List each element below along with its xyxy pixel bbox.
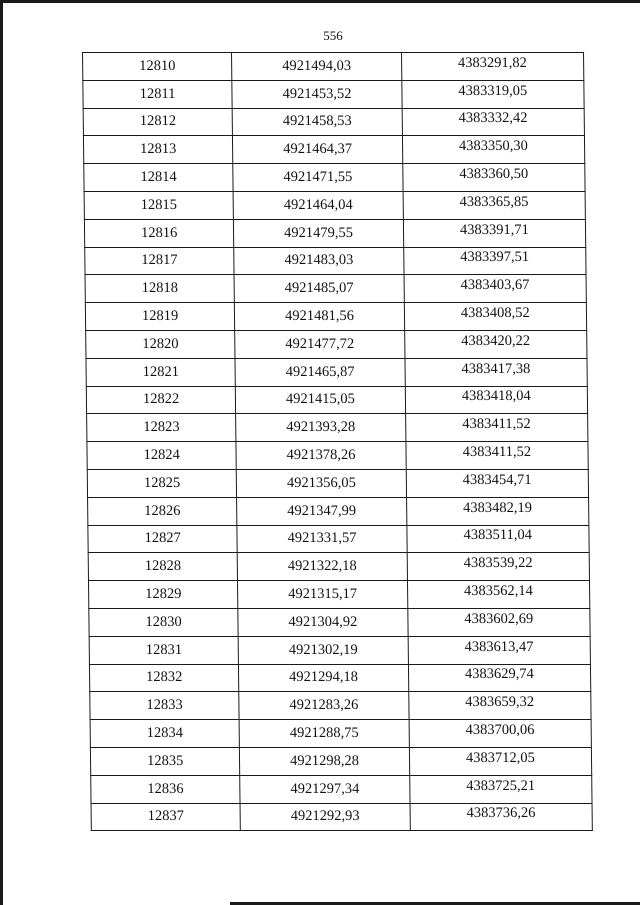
point-number-cell	[86, 330, 236, 358]
x-coordinate-value: 4921471,55	[283, 169, 353, 186]
x-coordinate-cell	[236, 414, 406, 442]
y-coordinate-cell	[408, 636, 591, 664]
x-coordinate-value: 4921315,17	[288, 586, 358, 603]
y-coordinate-cell	[405, 386, 588, 414]
point-number-cell	[88, 553, 238, 581]
table-row	[84, 191, 585, 219]
y-coordinate-value: 4383391,71	[459, 221, 529, 238]
y-coordinate-value: 4383712,05	[465, 749, 535, 766]
x-coordinate-value: 4921322,18	[287, 558, 357, 575]
y-coordinate-value: 4383418,04	[461, 388, 531, 405]
point-number-cell	[89, 608, 239, 636]
x-coordinate-cell	[235, 330, 405, 358]
x-coordinate-value: 4921298,28	[289, 752, 360, 769]
point-number-cell	[84, 191, 234, 219]
x-coordinate-cell	[237, 553, 407, 581]
point-number-value: 12814	[140, 169, 177, 186]
point-number-cell	[83, 136, 233, 164]
point-number-cell	[89, 636, 239, 664]
point-number-cell	[87, 469, 237, 497]
y-coordinate-cell	[404, 303, 587, 331]
x-coordinate-value: 4921479,55	[284, 224, 354, 241]
y-coordinate-value: 4383700,06	[465, 722, 535, 739]
point-number-cell	[89, 664, 239, 692]
x-coordinate-value: 4921415,05	[285, 391, 355, 408]
point-number-value: 12815	[140, 196, 178, 213]
x-coordinate-cell	[232, 108, 402, 136]
page-number: 556	[323, 28, 343, 43]
y-coordinate-cell	[404, 275, 587, 303]
point-number-value: 12837	[147, 808, 185, 825]
point-number-value: 12825	[143, 474, 181, 491]
y-coordinate-cell	[406, 469, 589, 497]
y-coordinate-cell	[403, 191, 586, 219]
x-coordinate-value: 4921481,56	[284, 308, 355, 325]
point-number-cell	[84, 219, 234, 247]
y-coordinate-value: 4383319,05	[458, 82, 528, 99]
x-coordinate-value: 4921297,34	[290, 780, 360, 797]
x-coordinate-value: 4921292,93	[290, 808, 360, 825]
y-coordinate-cell	[407, 608, 590, 636]
point-number-value: 12830	[145, 613, 182, 630]
point-number-value: 12811	[139, 85, 176, 102]
y-coordinate-cell	[403, 247, 586, 275]
y-coordinate-value: 4383454,71	[462, 471, 532, 488]
point-number-cell	[85, 303, 235, 331]
table-row	[87, 469, 588, 497]
point-number-cell	[84, 164, 234, 192]
x-coordinate-cell	[237, 469, 407, 497]
point-number-cell	[90, 720, 240, 748]
x-coordinate-value: 4921464,04	[283, 196, 353, 213]
point-number-cell	[91, 775, 241, 803]
x-coordinate-value: 4921304,92	[288, 613, 358, 630]
x-coordinate-cell	[235, 358, 405, 386]
point-number-cell	[90, 747, 240, 775]
point-number-value: 12828	[144, 558, 182, 575]
point-number-value: 12823	[143, 419, 180, 436]
y-coordinate-value: 4383482,19	[462, 499, 533, 516]
y-coordinate-value: 4383659,32	[465, 694, 535, 711]
x-coordinate-value: 4921477,72	[285, 335, 355, 352]
table-row	[85, 303, 586, 331]
x-coordinate-cell	[236, 442, 406, 470]
y-coordinate-value: 4383613,47	[464, 638, 534, 655]
y-coordinate-value: 4383360,50	[459, 166, 529, 183]
x-coordinate-cell	[240, 803, 410, 831]
y-coordinate-cell	[410, 803, 593, 831]
x-coordinate-value: 4921453,52	[282, 85, 352, 102]
table-row	[89, 636, 590, 664]
x-coordinate-value: 4921283,26	[289, 697, 359, 714]
coordinates-table-body	[83, 53, 593, 831]
table-row	[83, 80, 584, 108]
x-coordinate-cell	[233, 136, 403, 164]
x-coordinate-cell	[234, 219, 404, 247]
table-row	[83, 108, 584, 136]
y-coordinate-cell	[408, 664, 591, 692]
y-coordinate-value: 4383725,21	[466, 777, 536, 794]
y-coordinate-value: 4383539,22	[463, 555, 533, 572]
table-row	[84, 219, 585, 247]
y-coordinate-value: 4383332,42	[458, 110, 528, 127]
point-number-cell	[87, 414, 237, 442]
y-coordinate-cell	[402, 136, 585, 164]
y-coordinate-value: 4383350,30	[458, 138, 528, 155]
y-coordinate-cell	[401, 80, 584, 108]
x-coordinate-cell	[240, 747, 410, 775]
y-coordinate-cell	[401, 53, 584, 81]
table-row	[88, 497, 589, 525]
point-number-cell	[91, 803, 241, 831]
point-number-cell	[85, 247, 235, 275]
x-coordinate-cell	[234, 275, 404, 303]
point-number-value: 12833	[146, 697, 183, 714]
x-coordinate-cell	[238, 581, 408, 609]
point-number-value: 12816	[140, 224, 178, 241]
point-number-value: 12819	[141, 308, 179, 325]
y-coordinate-cell	[408, 692, 591, 720]
table-row	[84, 164, 585, 192]
x-coordinate-cell	[239, 692, 409, 720]
x-coordinate-value: 4921458,53	[282, 113, 352, 130]
y-coordinate-value: 4383291,82	[457, 54, 527, 71]
x-coordinate-cell	[237, 497, 407, 525]
x-coordinate-cell	[232, 80, 402, 108]
table-row	[86, 386, 587, 414]
scan-edge-top	[0, 0, 640, 3]
coordinates-table	[82, 52, 593, 831]
y-coordinate-value: 4383736,26	[466, 805, 536, 822]
point-number-value: 12810	[139, 57, 176, 74]
x-coordinate-value: 4921494,03	[282, 57, 352, 74]
x-coordinate-cell	[235, 303, 405, 331]
x-coordinate-value: 4921464,37	[283, 141, 353, 158]
table-row	[85, 247, 586, 275]
table-row	[90, 692, 591, 720]
x-coordinate-value: 4921378,26	[286, 447, 356, 464]
table-row	[87, 414, 588, 442]
point-number-cell	[88, 581, 238, 609]
x-coordinate-cell	[237, 525, 407, 553]
point-number-cell	[83, 108, 233, 136]
y-coordinate-cell	[405, 358, 588, 386]
x-coordinate-cell	[238, 608, 408, 636]
y-coordinate-cell	[402, 108, 585, 136]
y-coordinate-cell	[407, 553, 590, 581]
point-number-value: 12831	[145, 641, 183, 658]
point-number-value: 12832	[146, 669, 183, 686]
point-number-value: 12836	[147, 780, 184, 797]
point-number-cell	[86, 386, 236, 414]
y-coordinate-cell	[405, 414, 588, 442]
table-row	[90, 720, 591, 748]
point-number-value: 12827	[144, 530, 181, 547]
y-coordinate-value: 4383408,52	[460, 305, 530, 322]
x-coordinate-cell	[233, 164, 403, 192]
table-row	[91, 775, 592, 803]
table-row	[85, 275, 586, 303]
table-row	[86, 358, 587, 386]
point-number-cell	[87, 442, 237, 470]
point-number-value: 12835	[146, 752, 184, 769]
point-number-cell	[90, 692, 240, 720]
point-number-value: 12812	[139, 113, 177, 130]
table-row	[90, 747, 591, 775]
y-coordinate-value: 4383562,14	[463, 583, 533, 600]
y-coordinate-value: 4383511,04	[463, 527, 533, 544]
table-row	[91, 803, 592, 831]
x-coordinate-value: 4921465,87	[285, 363, 355, 380]
y-coordinate-cell	[402, 164, 585, 192]
point-number-value: 12826	[144, 502, 181, 519]
y-coordinate-value: 4383417,38	[461, 360, 531, 377]
point-number-value: 12813	[140, 141, 177, 158]
point-number-cell	[83, 80, 233, 108]
point-number-value: 12821	[142, 363, 179, 380]
y-coordinate-value: 4383602,69	[464, 610, 534, 627]
point-number-value: 12818	[141, 280, 179, 297]
table-row	[88, 553, 589, 581]
point-number-value: 12829	[145, 586, 182, 603]
x-coordinate-cell	[234, 247, 404, 275]
x-coordinate-cell	[239, 664, 409, 692]
y-coordinate-value: 4383403,67	[460, 277, 530, 294]
y-coordinate-cell	[407, 581, 590, 609]
x-coordinate-value: 4921288,75	[289, 725, 359, 742]
table-row	[87, 442, 588, 470]
point-number-value: 12822	[142, 391, 180, 408]
point-number-value: 12817	[141, 252, 178, 269]
y-coordinate-cell	[403, 219, 586, 247]
y-coordinate-cell	[406, 442, 589, 470]
point-number-value: 12824	[143, 447, 180, 464]
point-number-value: 12834	[146, 725, 184, 742]
table-row	[89, 664, 590, 692]
table-row	[88, 525, 589, 553]
table-row	[86, 330, 587, 358]
point-number-value: 12820	[142, 335, 179, 352]
x-coordinate-value: 4921294,18	[289, 669, 359, 686]
y-coordinate-cell	[409, 775, 592, 803]
y-coordinate-cell	[407, 525, 590, 553]
x-coordinate-value: 4921483,03	[284, 252, 354, 269]
y-coordinate-cell	[404, 330, 587, 358]
x-coordinate-value: 4921393,28	[286, 419, 356, 436]
x-coordinate-cell	[236, 386, 406, 414]
x-coordinate-cell	[240, 775, 410, 803]
point-number-cell	[88, 497, 238, 525]
table-row	[83, 136, 584, 164]
table-row	[89, 608, 590, 636]
y-coordinate-value: 4383365,85	[459, 193, 529, 210]
y-coordinate-cell	[406, 497, 589, 525]
x-coordinate-value: 4921347,99	[287, 502, 357, 519]
x-coordinate-cell	[232, 53, 402, 81]
y-coordinate-cell	[409, 747, 592, 775]
x-coordinate-cell	[238, 636, 408, 664]
table-row	[88, 581, 589, 609]
y-coordinate-value: 4383411,52	[462, 416, 531, 433]
point-number-cell	[88, 525, 238, 553]
y-coordinate-value: 4383411,52	[462, 444, 532, 461]
y-coordinate-value: 4383397,51	[460, 249, 530, 266]
x-coordinate-cell	[239, 720, 409, 748]
point-number-cell	[86, 358, 236, 386]
x-coordinate-value: 4921331,57	[287, 530, 357, 547]
x-coordinate-value: 4921485,07	[284, 280, 354, 297]
x-coordinate-value: 4921356,05	[286, 474, 356, 491]
x-coordinate-cell	[233, 191, 403, 219]
x-coordinate-value: 4921302,19	[288, 641, 358, 658]
table-row	[83, 53, 584, 81]
y-coordinate-value: 4383629,74	[464, 666, 534, 683]
y-coordinate-cell	[409, 720, 592, 748]
y-coordinate-value: 4383420,22	[461, 332, 531, 349]
scan-edge-left	[0, 0, 3, 905]
point-number-cell	[83, 53, 233, 81]
point-number-cell	[85, 275, 235, 303]
